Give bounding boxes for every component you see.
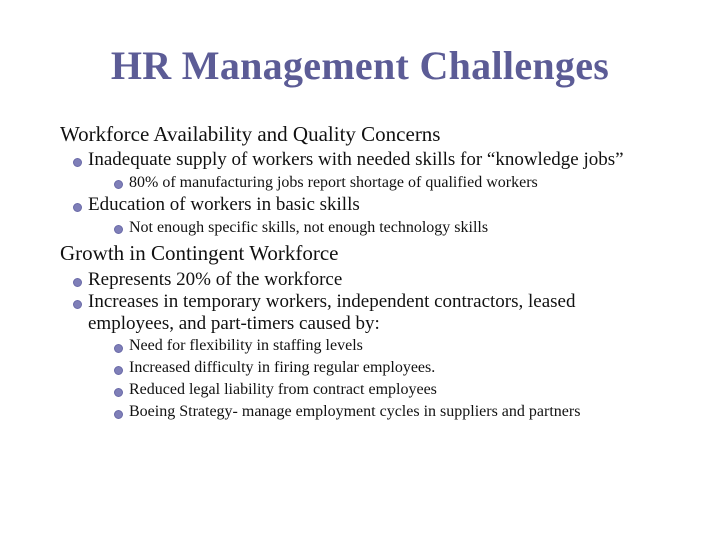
- bullet-icon: [73, 278, 82, 287]
- point-education-basic-skills: Education of workers in basic skills: [88, 194, 360, 215]
- section-heading-contingent-workforce: Growth in Contingent Workforce: [60, 241, 339, 265]
- point-increases-temporary-line1: Increases in temporary workers, independent contractors, leased: [88, 291, 576, 312]
- point-represents-20-percent: Represents 20% of the workforce: [88, 269, 343, 290]
- section-heading-workforce-availability: Workforce Availability and Quality Concerns: [60, 122, 441, 146]
- bullet-icon: [114, 366, 123, 375]
- bullet-icon: [114, 410, 123, 419]
- subpoint-legal-liability: Reduced legal liability from contract employees: [129, 381, 437, 398]
- bullet-icon: [73, 203, 82, 212]
- bullet-icon: [114, 225, 123, 234]
- subpoint-manufacturing-shortage: 80% of manufacturing jobs report shortage of qualified workers: [129, 174, 538, 191]
- bullet-icon: [114, 388, 123, 397]
- slide-title: HR Management Challenges: [110, 43, 610, 88]
- point-increases-temporary-line2: employees, and part-timers caused by:: [88, 313, 380, 334]
- bullet-icon: [114, 180, 123, 189]
- subpoint-firing-difficulty: Increased difficulty in firing regular employees.: [129, 359, 436, 376]
- bullet-icon: [73, 158, 82, 167]
- bullet-icon: [114, 344, 123, 353]
- point-inadequate-supply: Inadequate supply of workers with needed skills for “knowledge jobs”: [88, 149, 624, 170]
- subpoint-boeing-strategy: Boeing Strategy- manage employment cycles in suppliers and partners: [129, 403, 581, 420]
- subpoint-flexibility: Need for flexibility in staffing levels: [129, 337, 363, 354]
- subpoint-not-enough-skills: Not enough specific skills, not enough technology skills: [129, 219, 489, 236]
- bullet-icon: [73, 300, 82, 309]
